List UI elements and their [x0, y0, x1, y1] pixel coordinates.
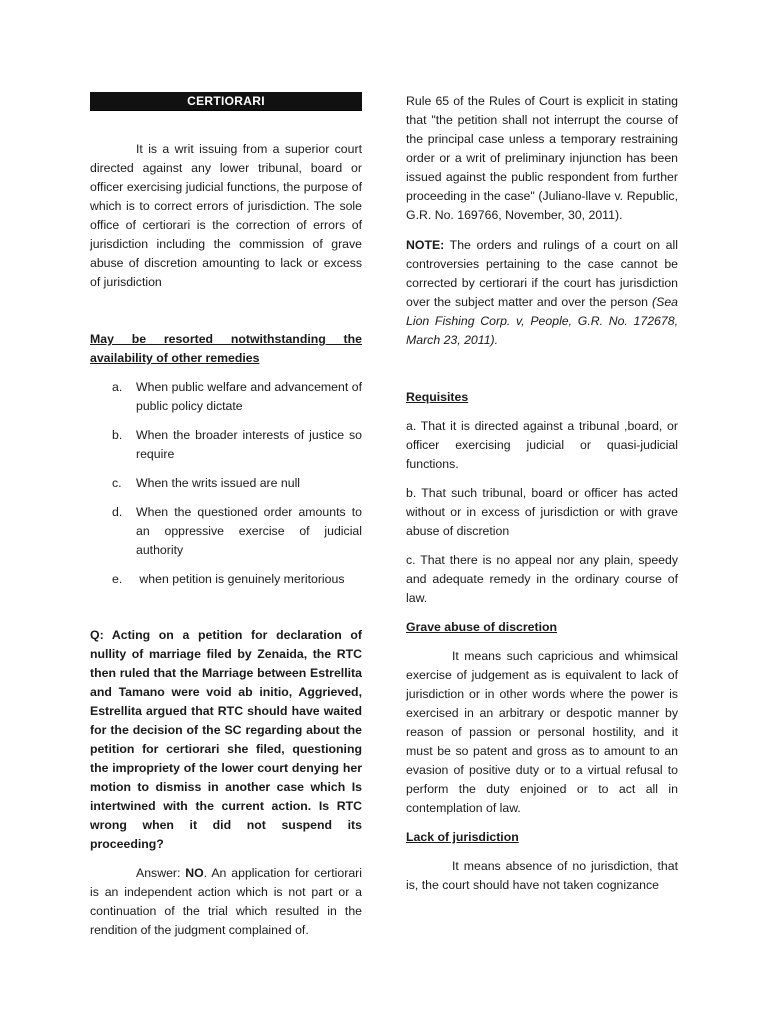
- list-item: [90, 474, 362, 493]
- section-title: CERTIORARI: [90, 92, 362, 111]
- grave-abuse-paragraph: It means such capricious and whimsical exercise of judgement as is equivalent to lack of jurisdiction or in other words where the power is exercised in an arbitrary or despotic manner by reason of passion or personal hostility, and it must be so patent and gross as to amount to an evasion of positive duty or to a virtual refusal to perform the duty enjoined or to act all in contemplation of law.: [406, 649, 678, 815]
- requisite-b: b. That such tribunal, board or officer has acted without or in excess of jurisdiction or with grave abuse of discretion: [406, 486, 678, 538]
- intro-paragraph: It is a writ issuing from a superior court directed against any lower tribunal, board or officer exercising judicial functions, the purpose of which is to correct errors of jurisdiction. The sole office of certiorari is the correction of errors of jurisdiction including the commission of grave abuse of discretion amounting to lack or excess of jurisdiction: [90, 142, 362, 289]
- list-item: [90, 503, 362, 560]
- list-text: When the questioned order amounts to an oppressive exercise of judicial authority: [136, 505, 362, 557]
- remedies-list: [90, 378, 362, 589]
- list-marker: c.: [112, 476, 122, 490]
- list-item: [90, 378, 362, 416]
- rule65-paragraph: Rule 65 of the Rules of Court is explicit in stating that "the petition shall not interrupt the course of the principal case unless a temporary restraining order or a writ of preliminary injunction has been issued against the public respondent from further proceeding in the case" (Juliano-llave v. Republic, G.R. No. 169766, November, 30, 2011).: [406, 94, 678, 222]
- list-marker: d.: [112, 505, 123, 519]
- list-item: [90, 426, 362, 464]
- grave-abuse-heading: Grave abuse of discretion: [406, 620, 558, 634]
- list-item: [90, 570, 362, 589]
- answer-paragraph: [90, 864, 362, 940]
- question-paragraph: Q: Acting on a petition for declaration of nullity of marriage filed by Zenaida, the RTC then ruled that the Marriage between Estrellita and Tamano were void ab initio, Aggrieved, Estrellita argued that RTC should have waited for the decision of the SC regarding about the petition for certiorari she filed, questioning the impropriety of the lower court denying her motion to dismiss in another case which Is intertwined with the current action. Is RTC wrong when it did not suspend its proceeding?: [90, 628, 362, 851]
- list-text: when petition is genuinely meritorious: [136, 572, 345, 586]
- list-text: When public welfare and advancement of public policy dictate: [136, 380, 362, 413]
- list-marker: b.: [112, 428, 123, 442]
- lack-of-jurisdiction-paragraph: It means absence of no jurisdiction, that is, the court should have not taken cognizance: [406, 859, 678, 892]
- note-text: The orders and rulings of a court on all controversies pertaining to the case cannot be corrected by certiorari if the court has jurisdiction over the subject matter and over the person: [406, 238, 682, 309]
- requisites-heading: Requisites: [406, 390, 469, 404]
- note-citation: (Sea Lion Fishing Corp. v, People, G.R. No. 172678, March 23, 2011).: [406, 295, 678, 347]
- list-text: When the broader interests of justice so require: [136, 428, 362, 461]
- left-column: [90, 92, 362, 940]
- note-label: NOTE:: [406, 238, 445, 252]
- list-marker: a.: [112, 380, 123, 394]
- answer-text: . An application for certiorari is an independent action which is not part or a continuation of the trial which resulted in the rendition of the judgment complained of.: [90, 866, 362, 937]
- right-column: [406, 92, 682, 895]
- requisite-a: a. That it is directed against a tribunal ,board, or officer exercising judicial or quasi-judicial functions.: [406, 419, 678, 471]
- remedies-heading: May be resorted notwithstanding the availability of other remedies: [90, 332, 362, 365]
- answer-prefix: Answer:: [136, 866, 186, 880]
- list-text: When the writs issued are null: [136, 476, 301, 490]
- answer-verdict: NO: [185, 866, 204, 880]
- lack-of-jurisdiction-heading: Lack of jurisdiction: [406, 830, 519, 844]
- requisite-c: c. That there is no appeal nor any plain, speedy and adequate remedy in the ordinary course of law.: [406, 553, 678, 605]
- list-marker: e.: [112, 572, 123, 586]
- note-paragraph: [406, 236, 682, 350]
